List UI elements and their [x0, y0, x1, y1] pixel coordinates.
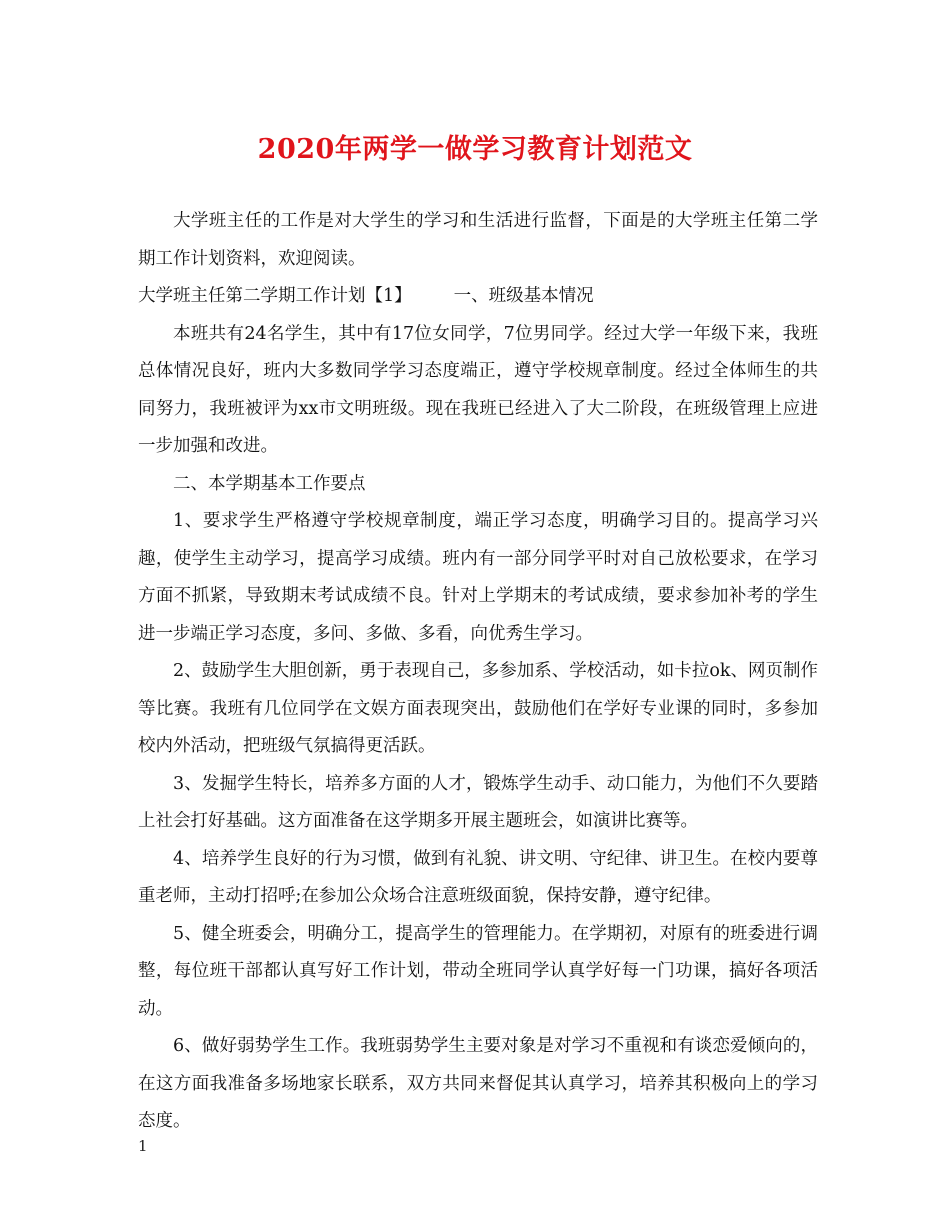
point-paragraph-3: 3、发掘学生特长，培养多方面的人才，锻炼学生动手、动口能力，为他们不久要踏上社会打好基础。这方面准备在这学期多开展主题班会，如演讲比赛等。: [138, 773, 818, 831]
point-paragraph-5: 5、健全班委会，明确分工，提高学生的管理能力。在学期初，对原有的班委进行调整，每位班干部都认真写好工作计划，带动全班同学认真学好每一门功课，搞好各项活动。: [138, 923, 818, 1019]
intro-paragraph: 大学班主任的工作是对大学生的学习和生活进行监督，下面是的大学班主任第二学期工作计划资料，欢迎阅读。: [138, 211, 818, 269]
point-paragraph-4: 4、培养学生良好的行为习惯，做到有礼貌、讲文明、守纪律、讲卫生。在校内要尊重老师，主动打招呼;在参加公众场合注意班级面貌，保持安静，遵守纪律。: [138, 848, 818, 906]
point-paragraph-6: 6、做好弱势学生工作。我班弱势学生主要对象是对学习不重视和有谈恋爱倾向的，在这方面我准备多场地家长联系，双方共同来督促其认真学习，培养其积极向上的学习态度。: [138, 1036, 818, 1131]
point-paragraph-2: 2、鼓励学生大胆创新，勇于表现自己，多参加系、学校活动，如卡拉ok、网页制作等比赛。我班有几位同学在文娱方面表现突出，鼓励他们在学好专业课的同时，多参加校内外活动，把班级气氛搞得更活跃。: [138, 661, 818, 756]
section2-heading: 二、本学期基本工作要点: [173, 473, 366, 494]
section1-paragraph: 本班共有24名学生，其中有17位女同学，7位男同学。经过大学一年级下来，我班总体情况良好，班内大多数同学学习态度端正，遵守学校规章制度。经过全体师生的共同努力，我班被评为xx市文明班级。现在我班已经进入了大二阶段，在班级管理上应进一步加强和改进。: [138, 323, 818, 456]
page-number: 1: [138, 1137, 148, 1155]
document-body: [138, 203, 818, 1141]
section1-heading: 一、班级基本情况: [453, 286, 594, 306]
point-paragraph-1: 1、要求学生严格遵守学校规章制度，端正学习态度，明确学习目的。提高学习兴趣，使学生主动学习，提高学习成绩。班内有一部分同学平时对自己放松要求，在学习方面不抓紧，导致期末考试成绩不良。针对上学期末的考试成绩，要求参加补考的学生进一步端正学习态度，多问、多做、多看，向优秀生学习。: [138, 511, 818, 644]
plan-title: 大学班主任第二学期工作计划【1】: [138, 286, 412, 306]
plan-heading-line: [138, 278, 818, 316]
document-title: 2020年两学一做学习教育计划范文: [257, 134, 693, 165]
